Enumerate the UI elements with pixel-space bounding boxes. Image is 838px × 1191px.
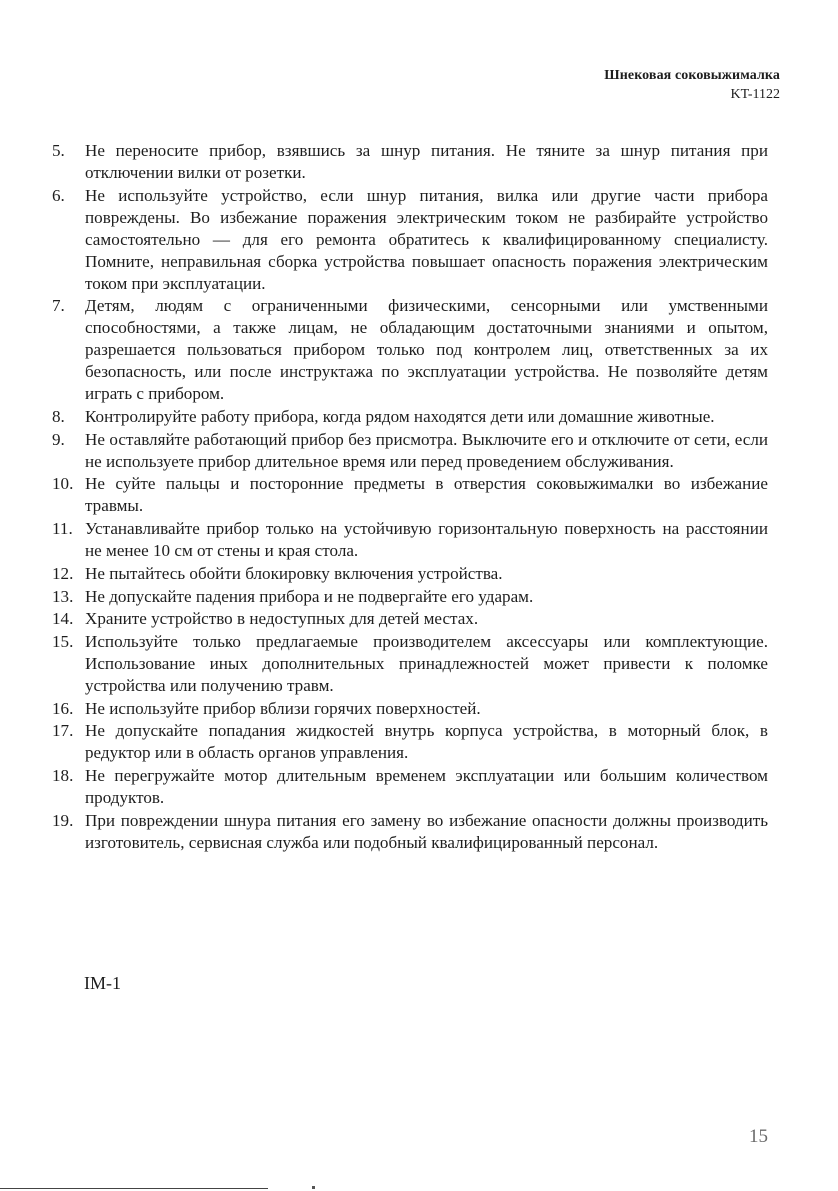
item-text: Не перегружайте мотор длительным временем эксплуатации или большим количеством продуктов. <box>85 765 768 807</box>
item-text: Не используйте прибор вблизи горячих поверхностей. <box>85 698 481 718</box>
item-text: Не переносите прибор, взявшись за шнур питания. Не тяните за шнур питания при отключении вилки от розетки. <box>85 141 768 182</box>
header-title: Шнековая соковыжималка <box>604 68 780 83</box>
list-item <box>52 518 768 562</box>
list-item <box>52 140 768 184</box>
list-item <box>52 185 768 295</box>
item-text: Не допускайте попадания жидкостей внутрь корпуса устройства, в моторный блок, в редуктор или в область органов управления. <box>85 721 768 763</box>
item-number: 13. <box>52 586 74 606</box>
item-number: 12. <box>52 563 74 583</box>
list-item <box>52 631 768 697</box>
bottom-divider <box>0 1188 268 1189</box>
list-item <box>52 765 768 809</box>
item-text: Детям, людям с ограниченными физическими, сенсорными или умственными способностями, а также лицам, не обладающим достаточными знаниями и опытом, разрешается пользоваться прибором только под контролем лиц, ответственных за их безопасность, или после инструктажа по эксплуатации устройства. Не позволяйте детям играть с прибором. <box>85 296 768 404</box>
item-text: Устанавливайте прибор только на устойчивую горизонтальную поверхность на расстоянии не менее 10 см от стены и края стола. <box>85 519 768 561</box>
list-item <box>52 810 768 854</box>
item-number: 17. <box>52 721 74 741</box>
item-number: 7. <box>52 296 65 316</box>
list-item <box>52 473 768 517</box>
item-number: 8. <box>52 407 65 427</box>
list-item <box>52 698 768 720</box>
list-item <box>52 720 768 764</box>
item-number: 16. <box>52 698 74 718</box>
item-text: Не суйте пальцы и посторонние предметы в отверстия соковыжималки во избежание травмы. <box>85 474 768 516</box>
item-number: 11. <box>52 519 73 539</box>
item-number: 5. <box>52 141 65 160</box>
safety-instructions-list <box>52 140 768 854</box>
list-item <box>52 563 768 585</box>
item-text: Не используйте устройство, если шнур питания, вилка или другие части прибора повреждены. Во избежание поражения электрическим током не разбирайте устройство самостоятельно — для его ремонта обратитесь к квалифицированному специалисту. Помните, неправильная сборка устройства повышает опасность поражения электрическим током при эксплуатации. <box>85 185 768 293</box>
item-text: Не оставляйте работающий прибор без присмотра. Выключите его и отключите от сети, если не используете прибор длительное время или перед проведением обслуживания. <box>85 429 768 471</box>
item-number: 14. <box>52 609 74 629</box>
item-text: При повреждении шнура питания его замену во избежание опасности должны производить изготовитель, сервисная служба или подобный квалифицированный персонал. <box>85 810 768 852</box>
item-text: Не допускайте падения прибора и не подвергайте его ударам. <box>85 586 534 606</box>
list-item <box>52 429 768 473</box>
list-item <box>52 406 768 428</box>
header-model: KT-1122 <box>730 87 780 102</box>
item-number: 19. <box>52 810 74 830</box>
bottom-mark <box>312 1186 315 1189</box>
item-number: 15. <box>52 631 74 651</box>
item-text: Храните устройство в недоступных для детей местах. <box>85 609 479 629</box>
list-item <box>52 295 768 405</box>
page-number: 15 <box>749 1126 768 1147</box>
item-number: 6. <box>52 185 65 205</box>
item-number: 10. <box>52 474 74 494</box>
item-number: 9. <box>52 429 65 449</box>
list-item <box>52 586 768 608</box>
item-number: 18. <box>52 765 74 785</box>
item-text: Контролируйте работу прибора, когда рядом находятся дети или домашние животные. <box>85 407 715 427</box>
document-code: IM-1 <box>84 973 121 993</box>
item-text: Используйте только предлагаемые производителем аксессуары или комплектующие. Использование иных дополнительных принадлежностей может привести к поломке устройства или получению травм. <box>85 631 768 695</box>
item-text: Не пытайтесь обойти блокировку включения устройства. <box>85 563 503 583</box>
list-item <box>52 608 768 630</box>
page-header <box>604 66 780 104</box>
